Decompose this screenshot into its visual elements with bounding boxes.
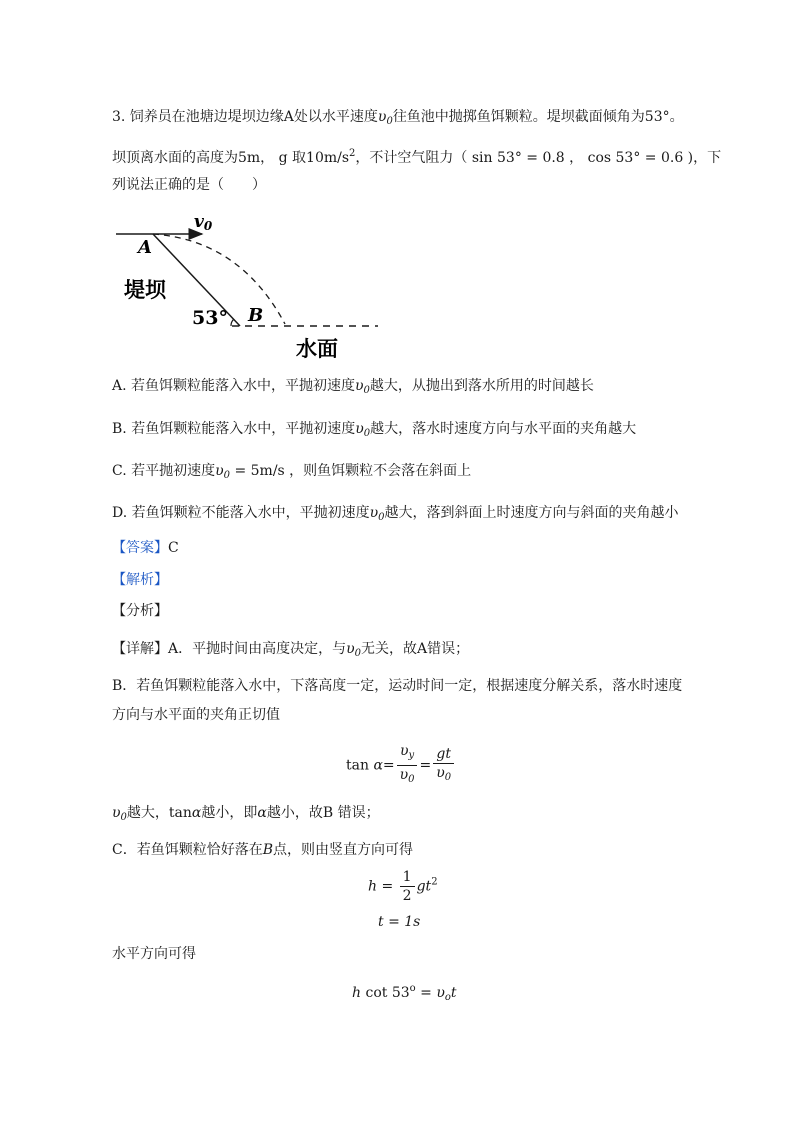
detail-b-line-2: 方向与水平面的夹角正切值 — [112, 707, 280, 723]
time-result: t = 1s — [378, 914, 421, 930]
question-line-2: 坝顶离水面的高度为5m， g 取$10m/s^2$，不计空气阻力（ sin 53° = 0.8 ， cos 53° = 0.6 )，下 — [112, 148, 722, 166]
tan-alpha-formula: tan α= $\frac{\upsilon_y}{\upsilon_0}$ = $\frac{gt}{\upsilon_0}$ — [346, 742, 456, 789]
option-a: A. 若鱼饵颗粒能落入水中，平抛初速度$\upsilon_0$越大，从抛出到落水所用的时间越长 — [112, 378, 594, 396]
question-line-3: 列说法正确的是（ ） — [112, 177, 266, 193]
answer-tag: 【答案】 — [112, 540, 168, 556]
dam-label: 堤坝 — [124, 277, 166, 302]
option-b: B. 若鱼饵颗粒能落入水中，平抛初速度$\upsilon_0$越大，落水时速度方向与水平面的夹角越大 — [112, 421, 637, 439]
point-b-label: B — [248, 305, 264, 326]
answer-value: C — [168, 540, 179, 556]
detail-a: 【详解】A．平抛时间由高度决定，与$\upsilon_0$无关，故A错误； — [112, 641, 470, 659]
dam-figure — [110, 205, 390, 365]
v0-label: v0 — [194, 212, 213, 233]
water-label: 水面 — [296, 336, 338, 361]
question-line-1: 3. 饲养员在池塘边堤坝边缘A处以水平速度$\upsilon_0$往鱼池中抛掷鱼饵颗粒。堤坝截面倾角为53°。 — [112, 109, 684, 127]
height-formula: h = $\frac{1}{2}$ $gt^2$ — [368, 869, 438, 904]
fenxi-tag: 【分析】 — [112, 603, 168, 619]
angle-label: 53° — [192, 307, 228, 329]
detail-b-line-1: B．若鱼饵颗粒能落入水中，下落高度一定，运动时间一定，根据速度分解关系，落水时速度 — [112, 678, 683, 694]
answer-line — [112, 538, 179, 558]
horizontal-formula: h $\cot 53^o = \upsilon_ot$ — [352, 983, 457, 1003]
angle-arc — [231, 319, 234, 326]
v0-symbol: $\upsilon_0$ — [377, 109, 393, 127]
horizontal-text: 水平方向可得 — [112, 946, 196, 962]
option-d: D. 若鱼饵颗粒不能落入水中，平抛初速度$\upsilon_0$越大，落到斜面上时速度方向与斜面的夹角越小 — [112, 505, 679, 523]
point-a-label: A — [138, 237, 152, 258]
analysis-tag: 【解析】 — [112, 572, 168, 588]
detail-b-line-3: $\upsilon_0$越大，tanα越小，即α越小，故B 错误； — [112, 805, 380, 823]
option-c: C. 若平抛初速度$\upsilon_0 = 5m/s$ ，则鱼饵颗粒不会落在斜面上 — [112, 463, 472, 481]
detail-c-line-1: C．若鱼饵颗粒恰好落在B点，则由竖直方向可得 — [112, 842, 414, 858]
